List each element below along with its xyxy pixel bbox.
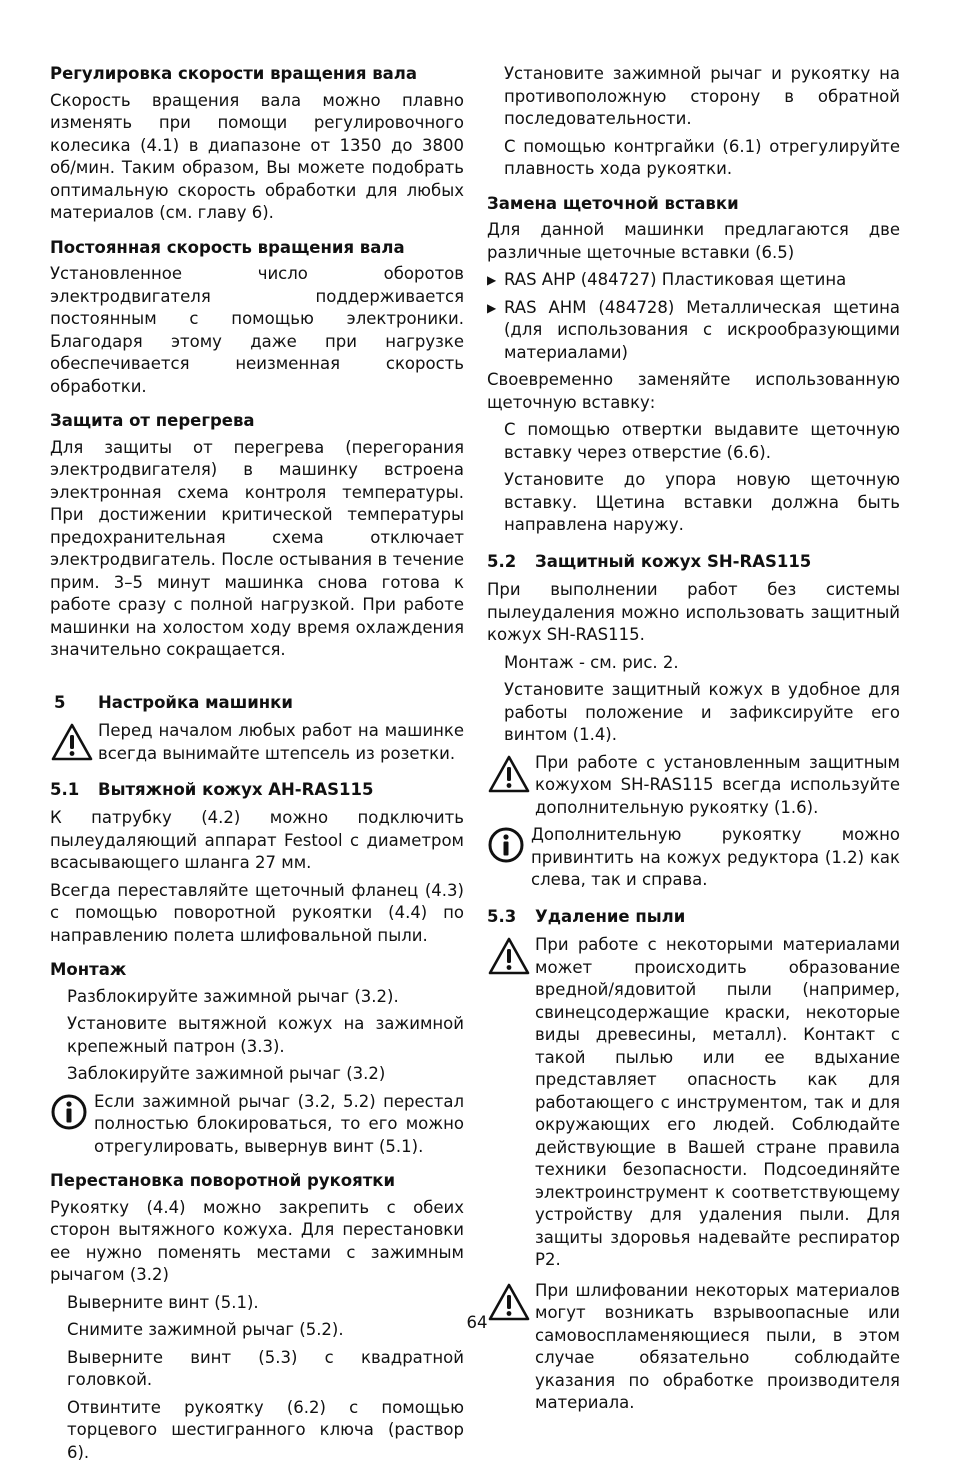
info-icon [50,1091,94,1159]
heading-brush-insert: Замена щеточной вставки [487,193,739,213]
left-column [50,63,464,1469]
guard-step-1: Монтаж - см. рис. 2. [504,652,679,672]
warning-text: При шлифовании некоторых материалов могут возникать взрывоопасные или самовоспламеняющиеся пыли, в этом случае обязательно соблюдайте указания по обработке производителя материала. [535,1280,900,1412]
warning-unplug [50,720,464,769]
section-title: Защитный кожух SH-RAS115 [535,551,812,571]
section-number: 5 [54,692,66,712]
paragraph-brush-flange: Всегда переставляйте щеточный фланец (4.3) с помощью поворотной рукоятки (4.4) по направлению полета шлифовальной пыли. [50,880,464,945]
section-5-1-heading [50,779,464,802]
replace-step-1: С помощью отвертки выдавите щеточную вставку через отверстие (6.6). [504,420,900,462]
page-number: 64 [466,1313,488,1332]
paragraph-constant-speed: Установленное число оборотов электродвигателя поддерживается постоянным с помощью электроники. Благодаря этому даже при нагрузке обеспечивается неизменная скорость обработки. [50,264,464,396]
warning-text: Перед началом любых работ на машинке всегда вынимайте штепсель из розетки. [98,721,464,763]
heading-constant-speed: Постоянная скорость вращения вала [50,237,405,257]
handle-step-5: Установите зажимной рычаг и рукоятку на противоположную сторону в обратной последовательности. [504,64,900,128]
warning-icon [487,1280,535,1415]
section-title: Вытяжной кожух AH-RAS115 [98,779,374,799]
paragraph-replace: Своевременно заменяйте использованную щеточную вставку: [487,370,900,412]
section-number: 5.2 [487,551,517,571]
replace-step-2: Установите до упора новую щеточную вставку. Щетина вставки должна быть направлена наружу. [504,470,900,534]
heading-speed: Регулировка скорости вращения вала [50,64,417,83]
handle-step-2: Снимите зажимной рычаг (5.2). [67,1320,344,1339]
montage-step-1: Разблокируйте зажимной рычаг (3.2). [67,986,399,1006]
section-5-3-heading [487,906,900,929]
warning-dust [487,934,900,1272]
heading-montage: Монтаж [50,960,127,979]
heading-overheat: Защита от перегрева [50,411,255,430]
heading-handle: Перестановка поворотной рукоятки [50,1171,396,1190]
warning-icon [487,934,535,1272]
section-title: Настройка машинки [98,692,293,712]
warning-guard [487,752,900,820]
section-5-heading [50,692,464,715]
section-number: 5.3 [487,906,517,926]
handle-step-1: Выверните винт (5.1). [67,1292,259,1312]
section-title: Удаление пыли [535,906,686,926]
handle-step-6: С помощью контргайки (6.1) отрегулируйте плавность хода рукоятки. [504,136,900,178]
list-item [487,269,900,292]
montage-step-3: Заблокируйте зажимной рычаг (3.2) [67,1064,386,1083]
warning-explosive [487,1280,900,1415]
info-extra-handle [487,824,900,892]
paragraph-brush-insert: Для данной машинки предлагаются две различные щеточные вставки (6.5) [487,220,900,262]
montage-step-2: Установите вытяжной кожух на зажимной крепежный патрон (3.3). [67,1014,464,1056]
paragraph-overheat: Для защиты от перегрева (перегорания электродвигателя) в машинку встроена электронная схема контроля температуры. При достижении критической температуры предохранительная схема отключает электродвигатель. После остывания в течение прим. 3–5 минут машинка снова готова к работе сразу с полной нагрузкой. При работе машинки на холостом ходу время охлаждения значительно сокращается. [50,437,464,659]
list-item [487,297,900,365]
paragraph-nozzle: К патрубку (4.2) можно подключить пылеудаляющий аппарат Festool с диаметром всасывающего шланга 27 мм. [50,808,464,872]
paragraph-handle: Рукоятку (4.4) можно закрепить с обеих сторон вытяжного кожуха. Для перестановки ее нужно поменять местами с зажимным рычагом (3.2) [50,1197,464,1284]
handle-step-3: Выверните винт (5.3) с квадратной головкой. [67,1347,464,1389]
paragraph-speed: Скорость вращения вала можно плавно изменять при помощи регулировочного колесика (4.1) в диапазоне от 1350 до 3800 об/мин. Таким образом, Вы можете подобрать оптимальную скорость обработки для любых материалов (см. главу 6). [50,90,464,222]
section-number: 5.1 [50,779,80,799]
info-lever [50,1091,464,1159]
right-column [487,63,900,1420]
warning-text: При работе с некоторыми материалами может происходить образование вредной/ядовитой пыли (например, свинецсодержащие краски, некоторые виды древесины, металл). Контакт с такой пылью или ее вдыхание представляет опасность как для работающего с инструментом, так и для окружающих его людей. Соблюдайте действующие в Вашей стране правила техники безопасности. Подсоединяйте электроинструмент к соответствующему устройству для удаления пыли. Для защиты здоровья надевайте респиратор P2. [535,935,900,1269]
triangle-bullet-icon: ▶ [487,273,497,287]
warning-icon [487,752,535,820]
list-item-text: RAS AHP (484727) Пластиковая щетина [504,270,847,289]
list-item-text: RAS AHM (484728) Металлическая щетина (для использования с искрообразующими материалами) [504,297,900,362]
info-icon [487,824,531,892]
handle-step-4: Отвинтите рукоятку (6.2) с помощью торцевого шестигранного ключа (раствор 6). [67,1397,464,1462]
warning-icon [50,720,98,769]
guard-step-2: Установите защитный кожух в удобное для работы положение и зафиксируйте его винтом (1.4). [504,680,900,744]
paragraph-guard: При выполнении работ без системы пылеудаления можно использовать защитный кожух SH-RAS115. [487,580,900,644]
info-text: Если зажимной рычаг (3.2, 5.2) перестал полностью блокироваться, то его можно отрегулировать, вывернув винт (5.1). [94,1091,464,1156]
warning-text: При работе с установленным защитным кожухом SH-RAS115 всегда используйте дополнительную рукоятку (1.6). [535,752,900,817]
section-5-2-heading [487,551,900,574]
info-text: Дополнительную рукоятку можно привинтить на кожух редуктора (1.2) как слева, так и справа. [531,825,900,889]
triangle-bullet-icon: ▶ [487,300,497,315]
